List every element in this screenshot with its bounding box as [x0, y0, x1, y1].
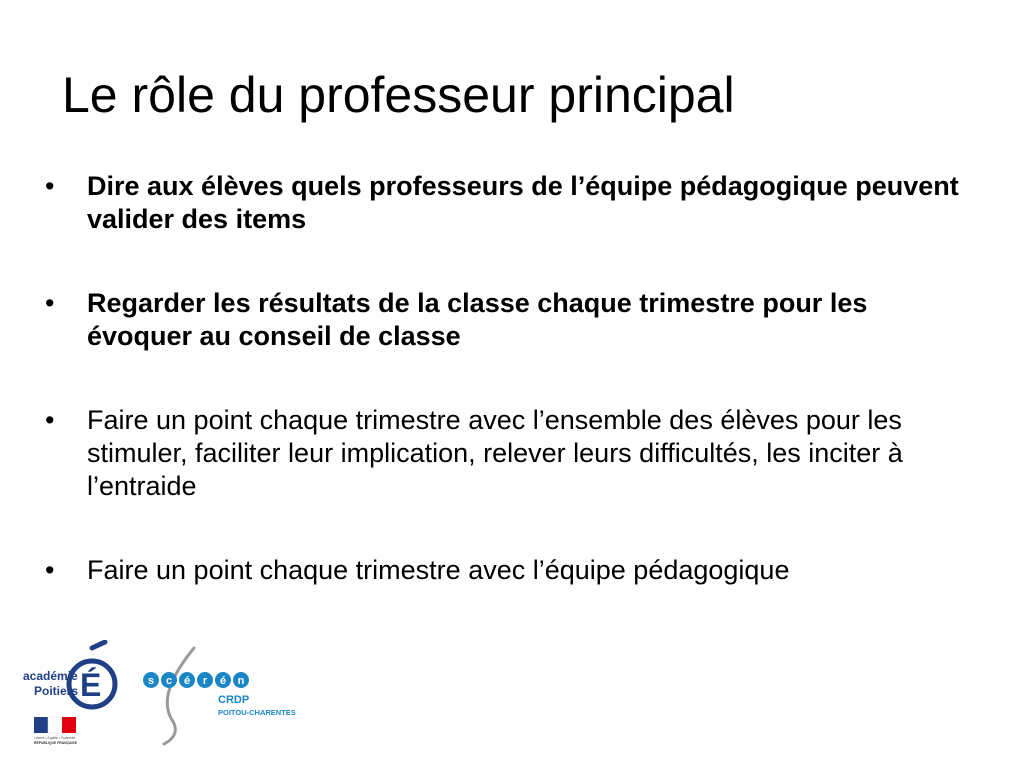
footer-logos	[20, 640, 320, 755]
slide-title: Le rôle du professeur principal	[62, 67, 735, 123]
bullet-list	[45, 170, 975, 638]
flag-republic: RÉPUBLIQUE FRANÇAISE	[34, 741, 77, 745]
bullet-marker: •	[45, 555, 55, 585]
sceren-letter: c	[165, 675, 173, 687]
bullet-item	[45, 170, 975, 236]
bullet-text: Dire aux élèves quels professeurs de l’équipe pédagogique peuvent valider des items	[87, 171, 959, 234]
bullet-item	[45, 287, 975, 353]
bullet-text: Faire un point chaque trimestre avec l’équipe pédagogique	[87, 555, 790, 585]
bullet-text: Faire un point chaque trimestre avec l’ensemble des élèves pour les stimuler, faciliter leur implication, relever leurs difficultés, les inciter à l’entraide	[87, 405, 903, 501]
academie-poitiers-logo	[20, 640, 125, 750]
bullet-marker: •	[45, 405, 55, 435]
sceren-letter: é	[183, 675, 191, 687]
sceren-letter: r	[202, 675, 208, 687]
bullet-text: Regarder les résultats de la classe chaque trimestre pour les évoquer au conseil de classe	[87, 288, 868, 351]
french-flag-icon	[34, 717, 76, 733]
poitou-charentes-text: POITOU-CHARENTES	[218, 708, 296, 717]
accent-mark-icon	[92, 642, 105, 648]
crdp-text: CRDP	[218, 694, 250, 706]
e-letter: É	[80, 667, 102, 703]
bullet-item	[45, 554, 975, 587]
bullet-marker: •	[45, 171, 55, 201]
sceren-letter: n	[237, 675, 245, 687]
sceren-letter: é	[219, 675, 227, 687]
poitiers-text: Poitiers	[34, 684, 79, 698]
sceren-circles	[143, 672, 249, 688]
flag-motto: Liberté • Égalité • Fraternité	[34, 736, 76, 740]
academie-text: académie	[23, 669, 78, 683]
swash-icon	[164, 648, 194, 744]
sceren-crdp-logo	[142, 640, 322, 750]
bullet-marker: •	[45, 288, 55, 318]
sceren-letter: s	[147, 675, 155, 687]
bullet-item	[45, 404, 975, 503]
